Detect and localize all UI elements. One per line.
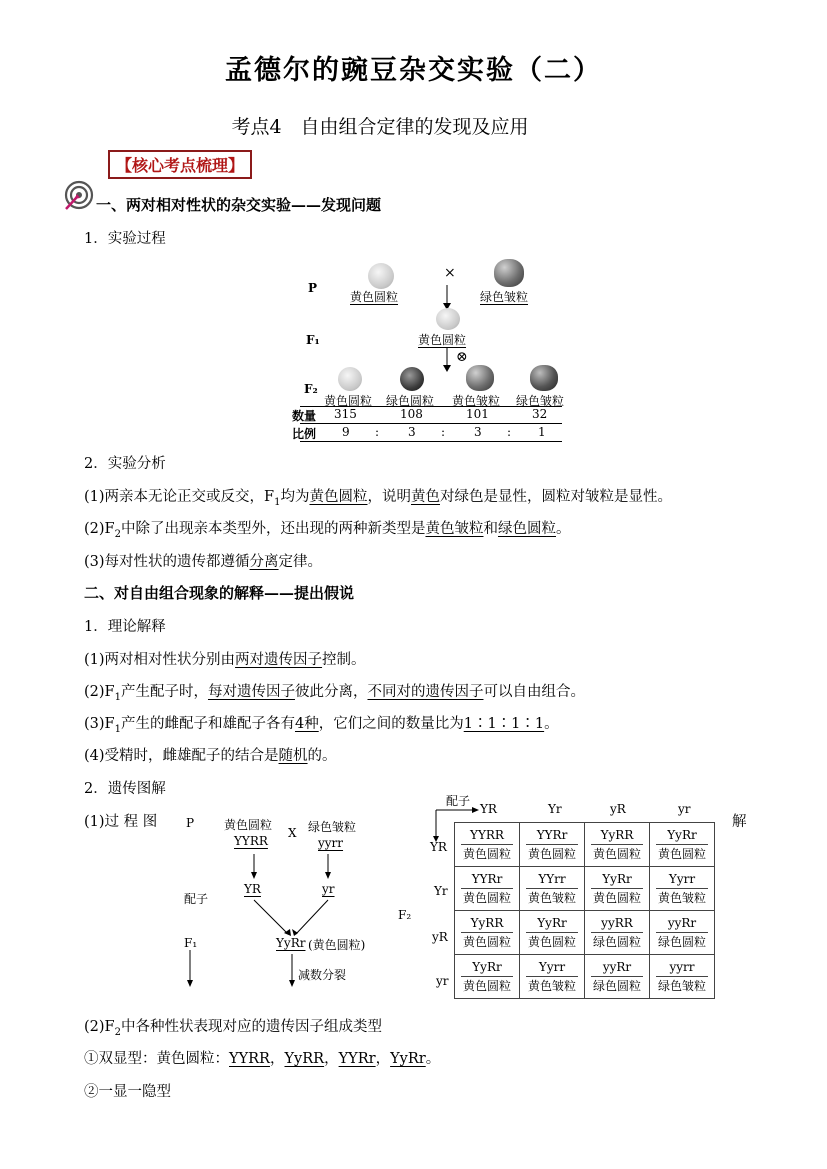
cross-experiment-diagram — [292, 255, 600, 445]
p-label: P — [186, 816, 195, 830]
punnett-cell: YyRr 黄色圆粒 — [650, 823, 715, 867]
col-header-2: Yr — [548, 802, 562, 816]
page-subtitle: 考点4 自由组合定律的发现及应用 — [231, 116, 529, 138]
parent1-phenotype: 黄色圆粒 — [224, 818, 273, 832]
ratio-4: 1 — [538, 425, 546, 439]
punnett-cell: YyRR 黄色圆粒 — [455, 911, 520, 955]
f2-yellow-wrinkled-pea-icon — [466, 365, 494, 391]
theory-4: (4)受精时，雌雄配子的结合是随机的。 — [84, 748, 337, 764]
cross-process-diagram — [180, 812, 380, 992]
punnett-cell: YYRr 黄色圆粒 — [520, 823, 585, 867]
punnett-cell: yyrr 绿色皱粒 — [650, 955, 715, 999]
ratio-3: 3 — [474, 425, 482, 439]
theory-1: (1)两对相对性状分别由两对遗传因子控制。 — [84, 652, 366, 668]
section2-heading: 二、对自由组合现象的解释——提出假说 — [84, 584, 355, 602]
ratio-2: 3 — [408, 425, 416, 439]
f2-phenotype-4: 绿色皱粒 — [516, 394, 565, 408]
yellow-round-pea-icon — [368, 263, 394, 289]
f2-phenotype-1: 黄色圆粒 — [324, 394, 373, 408]
cross-arrows — [180, 812, 380, 992]
meiosis-label: 减数分裂 — [298, 968, 347, 982]
target-icon — [62, 180, 96, 214]
ratio-sep: : — [441, 425, 446, 439]
punnett-cell: YyRR 黄色圆粒 — [585, 823, 650, 867]
punnett-cell: YYRR 黄色圆粒 — [455, 823, 520, 867]
punnett-cell: Yyrr 黄色皱粒 — [650, 867, 715, 911]
analysis-2: $(2)F_2$中除了出现亲本类型外，还出现的两种新类型是黄色皱粒和绿色圆粒。 — [84, 521, 571, 540]
col-header-1: YR — [480, 802, 497, 816]
parent2-label: 绿色皱粒 — [480, 290, 529, 304]
row-header-2: Yr — [434, 884, 448, 898]
gamete-label: 配子 — [184, 892, 209, 906]
process-label: (1)过 程 图 — [84, 814, 158, 830]
parent1-genotype: YYRR — [234, 834, 268, 848]
green-wrinkled-pea-icon — [494, 259, 524, 287]
count-label: 数量 — [292, 409, 317, 423]
punnett-cell: YYRr 黄色圆粒 — [455, 867, 520, 911]
punnett-grid — [454, 822, 715, 999]
ratio-sep: : — [375, 425, 380, 439]
f2-green-round-pea-icon — [400, 367, 424, 391]
cross-symbol: × — [444, 265, 456, 281]
f2-label: F₂ — [304, 382, 318, 396]
count-1: 315 — [334, 407, 357, 421]
row-header-1: YR — [430, 840, 447, 854]
f2-label: F₂ — [398, 908, 412, 922]
punnett-cell: yyRr 绿色圆粒 — [585, 955, 650, 999]
f2-phenotype-2: 绿色圆粒 — [386, 394, 435, 408]
row-header-4: yr — [436, 974, 449, 988]
count-3: 101 — [466, 407, 489, 421]
punnett-cell: YyRr 黄色圆粒 — [455, 955, 520, 999]
section-box-heading: 【核心考点梳理】 — [108, 150, 252, 179]
punnett-cell: YyRr 黄色圆粒 — [520, 911, 585, 955]
s2-item1: 1．理论解释 — [84, 619, 166, 635]
punnett-square — [396, 792, 726, 1006]
punnett-cell: yyRr 绿色圆粒 — [650, 911, 715, 955]
ratio-sep: : — [507, 425, 512, 439]
p-label: P — [308, 281, 318, 295]
section1-heading: 一、两对相对性状的杂交实验——发现问题 — [96, 196, 382, 214]
count-4: 32 — [532, 407, 548, 421]
cross-x: X — [288, 826, 297, 840]
gamete1: YR — [244, 882, 261, 896]
theory-3: $(3)F_1$产生的雌配子和雄配子各有4种，它们之间的数量比为1∶1∶1∶1。 — [84, 716, 559, 735]
s2-item2: 2．遗传图解 — [84, 781, 166, 797]
double-dominant-line: ①双显型：黄色圆粒：YYRR，YyRR，YYRr，YyRr。 — [84, 1051, 441, 1067]
page-title: 孟德尔的豌豆杂交实验（二） — [225, 55, 602, 86]
self-cross-symbol: ⊗ — [456, 349, 468, 365]
gamete-header-label: 配子 — [446, 794, 471, 808]
s1-item2: 2．实验分析 — [84, 456, 166, 472]
f1-genotype: YyRr — [276, 936, 306, 950]
s1-item1: 1．实验过程 — [84, 231, 166, 247]
analysis-1: (1)两亲本无论正交或反交，$F_1$均为黄色圆粒，说明黄色对绿色是显性，圆粒对皱粒是显性。 — [84, 489, 672, 508]
punnett-cell: YYrr 黄色皱粒 — [520, 867, 585, 911]
f1-phenotype: 黄色圆粒 — [418, 333, 467, 347]
parent2-genotype: yyrr — [318, 836, 344, 850]
f2-yellow-round-pea-icon — [338, 367, 362, 391]
punnett-cell: Yyrr 黄色皱粒 — [520, 955, 585, 999]
punnett-cell: yyRR 绿色圆粒 — [585, 911, 650, 955]
gamete2: yr — [322, 882, 335, 896]
ratio-label: 比例 — [292, 427, 317, 441]
count-2: 108 — [400, 407, 423, 421]
analysis-3: (3)每对性状的遗传都遵循分离定律。 — [84, 554, 323, 570]
col-header-4: yr — [678, 802, 691, 816]
genotype-types-heading: $(2)F_2$中各种性状表现对应的遗传因子组成类型 — [84, 1019, 382, 1038]
f2-green-wrinkled-pea-icon — [530, 365, 558, 391]
f2-phenotype-3: 黄色皱粒 — [452, 394, 501, 408]
punnett-cell: YyRr 黄色圆粒 — [585, 867, 650, 911]
ratio-1: 9 — [342, 425, 350, 439]
f1-phenotype: (黄色圆粒) — [308, 938, 366, 952]
theory-2: $(2)F_1$产生配子时，每对遗传因子彼此分离，不同对的遗传因子可以自由组合。 — [84, 684, 585, 703]
arrow-down-icon — [440, 347, 454, 373]
row-header-3: yR — [432, 930, 448, 944]
parent1-label: 黄色圆粒 — [350, 290, 399, 304]
col-header-3: yR — [610, 802, 626, 816]
jie-label: 解 — [732, 814, 747, 830]
parent2-phenotype: 绿色皱粒 — [308, 820, 357, 834]
one-dominant-line: ②一显一隐型 — [84, 1084, 171, 1100]
f1-label: F₁ — [306, 333, 320, 347]
f1-yellow-round-pea-icon — [436, 308, 460, 330]
f1-label: F₁ — [184, 936, 198, 950]
